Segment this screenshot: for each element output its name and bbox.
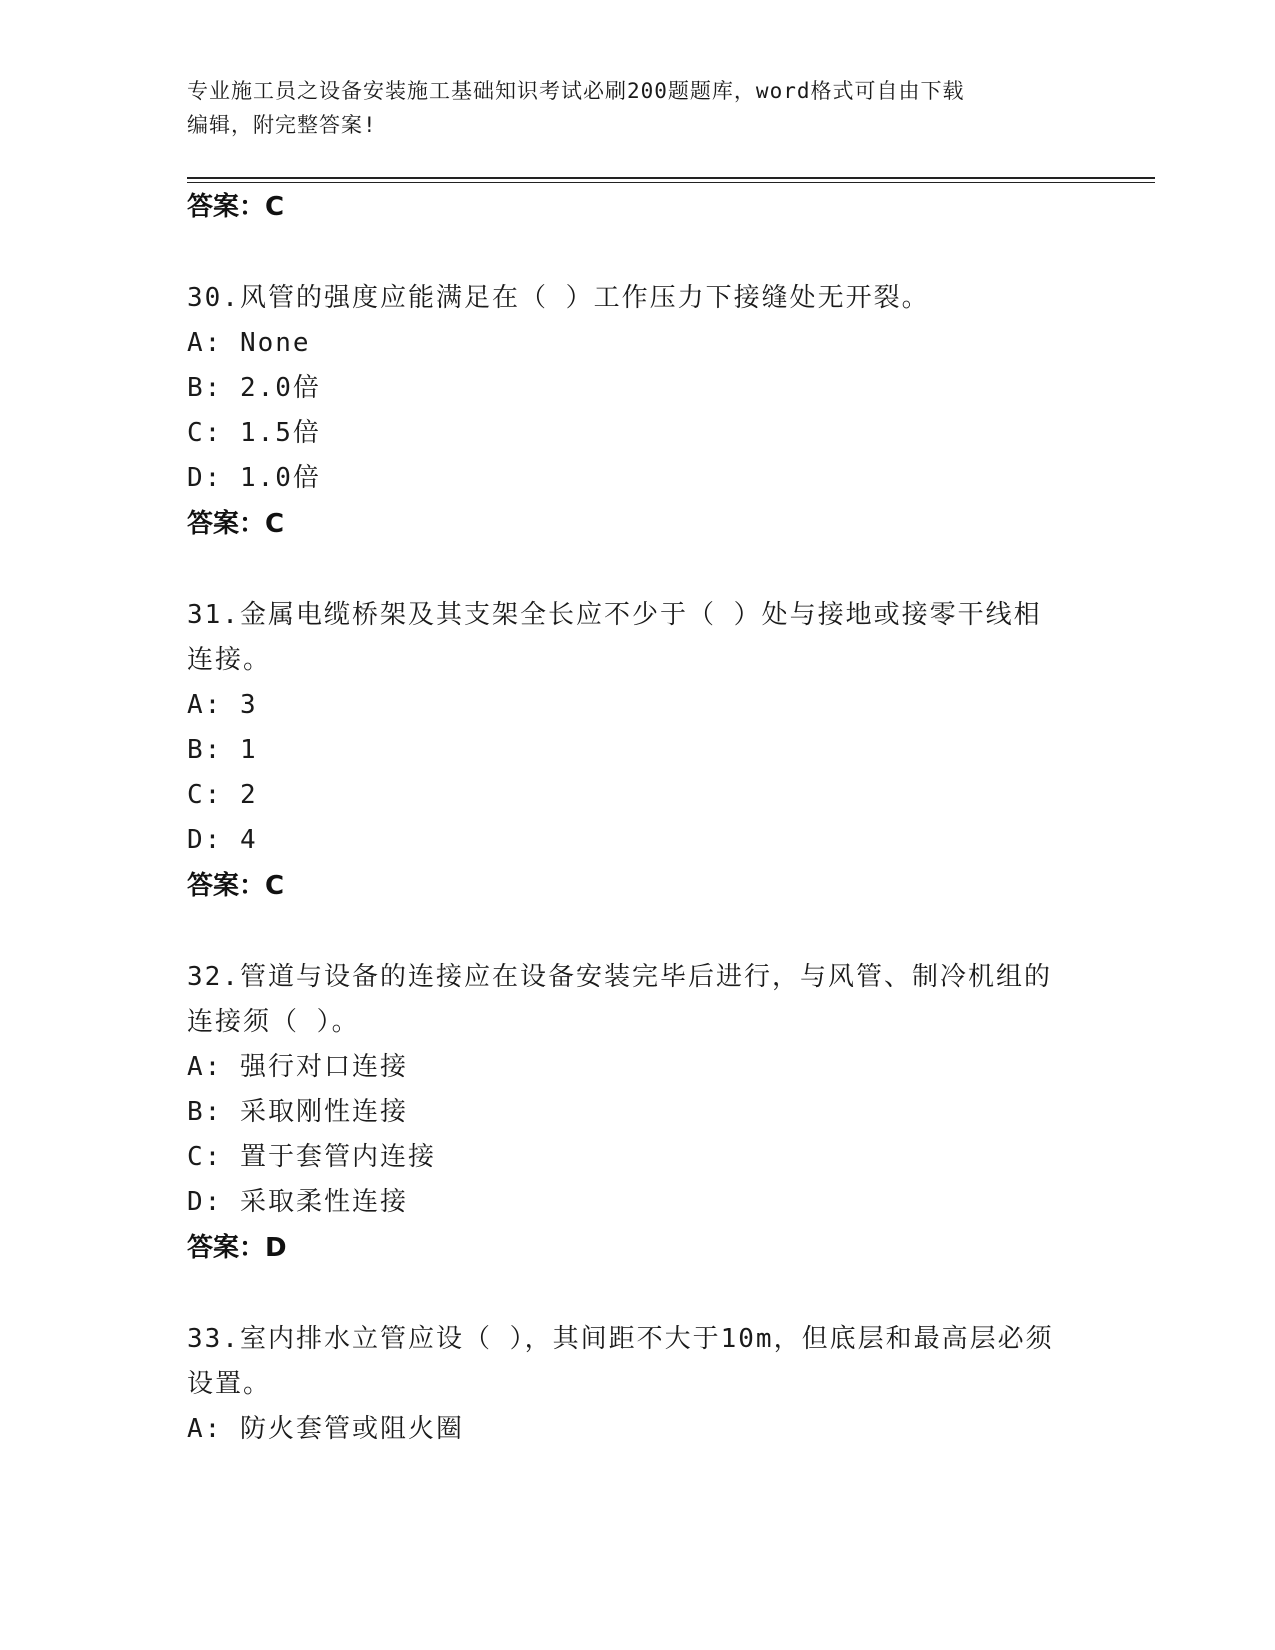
answer-q32: 答案：D	[187, 1233, 287, 1263]
answer-q31: 答案：C	[187, 871, 285, 901]
answer-q30: 答案：C	[187, 509, 285, 539]
question-31-option-c: C: 2	[187, 780, 258, 810]
question-32-text-line-2: 连接须（ ）。	[187, 1007, 360, 1037]
question-33-text-line-1: 33.室内排水立管应设（ ），其间距不大于10m，但底层和最高层必须	[187, 1324, 1054, 1354]
question-31-text-line-1: 31.金属电缆桥架及其支架全长应不少于（ ）处与接地或接零干线相	[187, 600, 1042, 630]
question-31-option-d: D: 4	[187, 825, 258, 855]
question-33-option-a: A: 防火套管或阻火圈	[187, 1414, 464, 1444]
question-30-text: 30.风管的强度应能满足在（ ）工作压力下接缝处无开裂。	[187, 283, 930, 313]
question-32-option-d: D: 采取柔性连接	[187, 1187, 408, 1217]
question-30-option-a: A: None	[187, 328, 311, 358]
question-31-option-a: A: 3	[187, 690, 258, 720]
question-33-text-line-2: 设置。	[187, 1369, 272, 1399]
question-30-option-d: D: 1.0倍	[187, 463, 321, 493]
question-30-option-b: B: 2.0倍	[187, 373, 321, 403]
question-30-option-c: C: 1.5倍	[187, 418, 321, 448]
header-title-line-2: 编辑，附完整答案!	[187, 113, 377, 137]
question-32-text-line-1: 32.管道与设备的连接应在设备安装完毕后进行，与风管、制冷机组的	[187, 962, 1052, 992]
question-32-option-b: B: 采取刚性连接	[187, 1097, 408, 1127]
answer-q29: 答案：C	[187, 192, 285, 222]
question-32-option-c: C: 置于套管内连接	[187, 1142, 436, 1172]
question-32-option-a: A: 强行对口连接	[187, 1052, 408, 1082]
header-divider-thin	[187, 182, 1155, 183]
question-31-text-line-2: 连接。	[187, 645, 272, 675]
header-title-line-1: 专业施工员之设备安装施工基础知识考试必刷200题题库，word格式可自由下载	[187, 79, 965, 103]
document-header	[187, 74, 1067, 142]
question-31-option-b: B: 1	[187, 735, 258, 765]
header-divider-thick	[187, 177, 1155, 179]
